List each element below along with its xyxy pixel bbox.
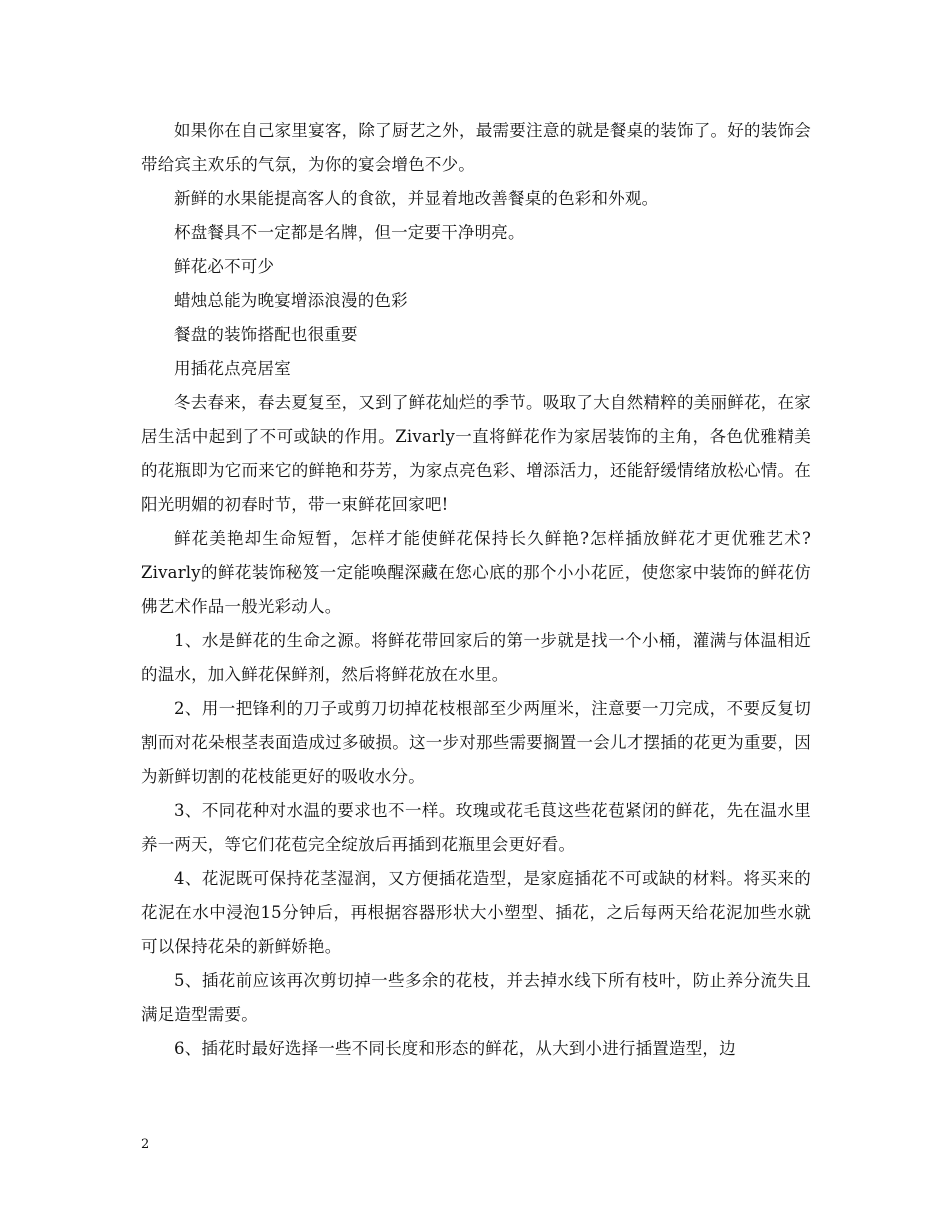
paragraph: 5、插花前应该再次剪切掉一些多余的花枝，并去掉水线下所有枝叶，防止养分流失且满足造型需要。 bbox=[141, 971, 811, 1024]
paragraph: 6、插花时最好选择一些不同长度和形态的鲜花，从大到小进行插置造型，边 bbox=[174, 1039, 736, 1058]
paragraph: 4、花泥既可保持花茎湿润，又方便插花造型，是家庭插花不可或缺的材料。将买来的花泥在水中浸泡15分钟后，再根据容器形状大小塑型、插花，之后每两天给花泥加些水就可以保持花朵的新鲜娇艳。 bbox=[141, 869, 811, 956]
paragraph: 餐盘的装饰搭配也很重要 bbox=[174, 325, 358, 344]
paragraph: 1、水是鲜花的生命之源。将鲜花带回家后的第一步就是找一个小桶，灌满与体温相近的温水，加入鲜花保鲜剂，然后将鲜花放在水里。 bbox=[141, 631, 811, 684]
paragraph: 新鲜的水果能提高客人的食欲，并显着地改善餐桌的色彩和外观。 bbox=[174, 189, 659, 208]
paragraph: 冬去春来，春去夏复至，又到了鲜花灿烂的季节。吸取了大自然精粹的美丽鲜花，在家居生活中起到了不可或缺的作用。Zivarly一直将鲜花作为家居装饰的主角，各色优雅精美的花瓶即为它而来它的鲜艳和芬芳，为家点亮色彩、增添活力，还能舒缓情绪放松心情。在阳光明媚的初春时节，带一束鲜花回家吧! bbox=[141, 393, 811, 514]
paragraph: 鲜花必不可少 bbox=[174, 257, 275, 276]
paragraph: 鲜花美艳却生命短暂，怎样才能使鲜花保持长久鲜艳?怎样插放鲜花才更优雅艺术?Zivarly的鲜花装饰秘笈一定能唤醒深藏在您心底的那个小小花匠，使您家中装饰的鲜花仿佛艺术作品一般光彩动人。 bbox=[141, 529, 811, 616]
page-number: 2 bbox=[141, 1137, 150, 1152]
paragraph: 蜡烛总能为晚宴增添浪漫的色彩 bbox=[174, 291, 408, 310]
document-body bbox=[141, 114, 811, 1066]
paragraph: 如果你在自己家里宴客，除了厨艺之外，最需要注意的就是餐桌的装饰了。好的装饰会带给宾主欢乐的气氛，为你的宴会增色不少。 bbox=[141, 121, 811, 174]
paragraph: 用插花点亮居室 bbox=[174, 359, 291, 378]
paragraph: 3、不同花种对水温的要求也不一样。玫瑰或花毛茛这些花苞紧闭的鲜花，先在温水里养一两天，等它们花苞完全绽放后再插到花瓶里会更好看。 bbox=[141, 801, 811, 854]
paragraph: 杯盘餐具不一定都是名牌，但一定要干净明亮。 bbox=[174, 223, 525, 242]
paragraph: 2、用一把锋利的刀子或剪刀切掉花枝根部至少两厘米，注意要一刀完成，不要反复切割而对花朵根茎表面造成过多破损。这一步对那些需要搁置一会儿才摆插的花更为重要，因为新鲜切割的花枝能更好的吸收水分。 bbox=[141, 699, 811, 786]
